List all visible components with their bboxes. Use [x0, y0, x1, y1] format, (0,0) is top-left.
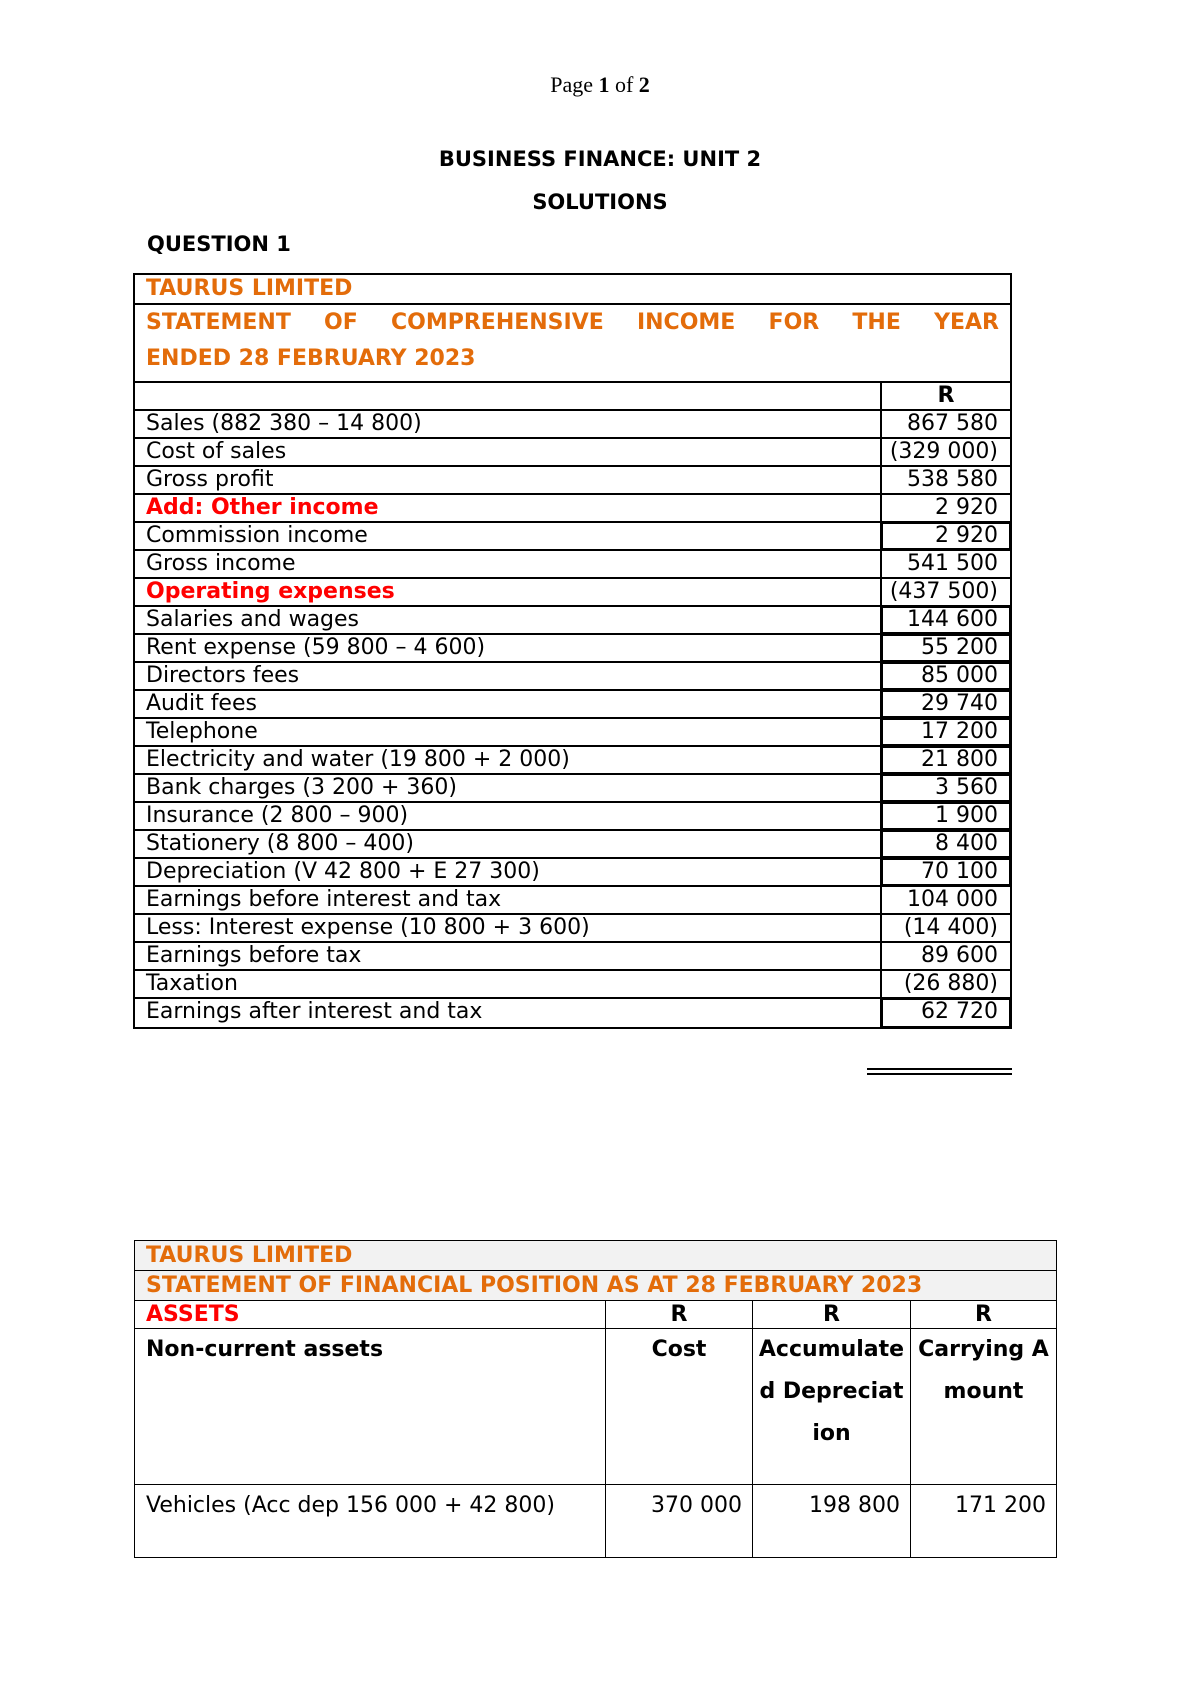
finpos-company-name: TAURUS LIMITED — [135, 1241, 1056, 1271]
row-amount: (437 500) — [889, 579, 998, 604]
vehicles-cost: 370 000 — [606, 1485, 753, 1557]
row-amount: 1 900 — [882, 803, 1010, 829]
table-row — [135, 467, 1010, 495]
table-row — [135, 663, 1010, 691]
table-row — [135, 803, 1010, 831]
column-header-row — [135, 1329, 1056, 1485]
table-row — [135, 887, 1010, 915]
row-label: Telephone — [135, 719, 882, 745]
vehicles-label: Vehicles (Acc dep 156 000 + 42 800) — [135, 1485, 606, 1557]
assets-row — [135, 1301, 1056, 1329]
row-amount: 62 720 — [882, 999, 1010, 1027]
row-amount: (26 880) — [903, 971, 998, 996]
row-label: Depreciation (V 42 800 + E 27 300) — [135, 859, 882, 885]
currency-label: R — [606, 1301, 753, 1329]
table-row — [135, 915, 1010, 943]
row-label: Bank charges (3 200 + 360) — [135, 775, 882, 801]
income-statement-title-line1: STATEMENT OF COMPREHENSIVE INCOME FOR THE YEAR — [146, 310, 999, 335]
row-label: Sales (882 380 – 14 800) — [135, 411, 882, 437]
currency-label: R — [911, 1301, 1056, 1329]
row-amount: 144 600 — [882, 607, 1010, 633]
page-header — [0, 72, 1200, 98]
row-amount: 867 580 — [907, 411, 998, 436]
row-label: Electricity and water (19 800 + 2 000) — [135, 747, 882, 773]
row-amount: (329 000) — [889, 439, 998, 464]
income-statement-title-line2: ENDED 28 FEBRUARY 2023 — [146, 346, 476, 371]
financial-position-table — [134, 1240, 1057, 1558]
row-label: Directors fees — [135, 663, 882, 689]
currency-row-blank — [135, 383, 882, 409]
non-current-assets-label: Non-current assets — [135, 1329, 606, 1485]
table-row — [135, 495, 1010, 523]
table-row — [135, 635, 1010, 663]
column-header-accumulated-depreciation: Accumulated Depreciation — [753, 1329, 911, 1485]
table-row — [135, 859, 1010, 887]
table-row — [135, 775, 1010, 803]
row-label: Operating expenses — [135, 579, 882, 605]
row-amount: 70 100 — [882, 859, 1010, 885]
row-label: Add: Other income — [135, 495, 882, 521]
row-amount: 17 200 — [882, 719, 1010, 745]
row-label: Salaries and wages — [135, 607, 882, 633]
page-total: 2 — [638, 72, 650, 97]
table-row — [135, 523, 1010, 551]
row-label: Earnings before interest and tax — [135, 887, 882, 913]
row-label: Insurance (2 800 – 900) — [135, 803, 882, 829]
row-amount: 541 500 — [907, 551, 998, 576]
table-row — [135, 747, 1010, 775]
finpos-statement-title: STATEMENT OF FINANCIAL POSITION AS AT 28 FEBRUARY 2023 — [135, 1271, 1056, 1301]
table-row — [135, 831, 1010, 859]
table-row — [135, 439, 1010, 467]
row-amount: 89 600 — [921, 943, 998, 968]
table-row — [135, 971, 1010, 999]
assets-label: ASSETS — [135, 1301, 606, 1329]
row-label: Stationery (8 800 – 400) — [135, 831, 882, 857]
row-amount: 85 000 — [882, 663, 1010, 689]
row-amount: 29 740 — [882, 691, 1010, 717]
currency-row — [135, 383, 1010, 411]
row-amount: (14 400) — [903, 915, 998, 940]
table-row — [135, 607, 1010, 635]
table-row — [135, 943, 1010, 971]
vehicles-acc-dep: 198 800 — [753, 1485, 911, 1557]
table-row — [135, 999, 1010, 1027]
page-prefix: Page — [550, 72, 599, 97]
row-label: Gross income — [135, 551, 882, 577]
row-label: Rent expense (59 800 – 4 600) — [135, 635, 882, 661]
row-label: Audit fees — [135, 691, 882, 717]
row-amount: 2 920 — [935, 495, 998, 520]
document-subtitle: SOLUTIONS — [532, 190, 668, 214]
table-row — [135, 1485, 1056, 1557]
question-heading: QUESTION 1 — [147, 232, 291, 256]
row-label: Earnings after interest and tax — [135, 999, 882, 1027]
row-amount: 2 920 — [882, 523, 1010, 549]
page-middle: of — [609, 72, 639, 97]
table-row — [135, 719, 1010, 747]
row-label: Less: Interest expense (10 800 + 3 600) — [135, 915, 882, 941]
row-label: Commission income — [135, 523, 882, 549]
row-amount: 21 800 — [882, 747, 1010, 773]
table-row — [135, 579, 1010, 607]
row-amount: 8 400 — [882, 831, 1010, 857]
row-amount: 3 560 — [882, 775, 1010, 801]
table-row — [135, 411, 1010, 439]
table-row — [135, 691, 1010, 719]
page-current: 1 — [598, 72, 610, 97]
income-company-name: TAURUS LIMITED — [135, 275, 1010, 305]
column-header-carrying-amount: Carrying Amount — [911, 1329, 1056, 1485]
income-statement-title — [135, 305, 1010, 383]
table-row — [135, 551, 1010, 579]
row-label: Earnings before tax — [135, 943, 882, 969]
vehicles-carrying: 171 200 — [955, 1493, 1046, 1518]
currency-label: R — [753, 1301, 911, 1329]
income-statement-table — [133, 273, 1012, 1029]
total-double-underline — [867, 1068, 1012, 1075]
row-amount: 104 000 — [907, 887, 998, 912]
document-title: BUSINESS FINANCE: UNIT 2 — [438, 147, 762, 171]
column-header-cost: Cost — [606, 1329, 753, 1485]
row-amount: 538 580 — [907, 467, 998, 492]
row-amount: 55 200 — [882, 635, 1010, 661]
row-label: Cost of sales — [135, 439, 882, 465]
row-label: Taxation — [135, 971, 882, 997]
currency-label: R — [937, 383, 955, 408]
row-label: Gross profit — [135, 467, 882, 493]
